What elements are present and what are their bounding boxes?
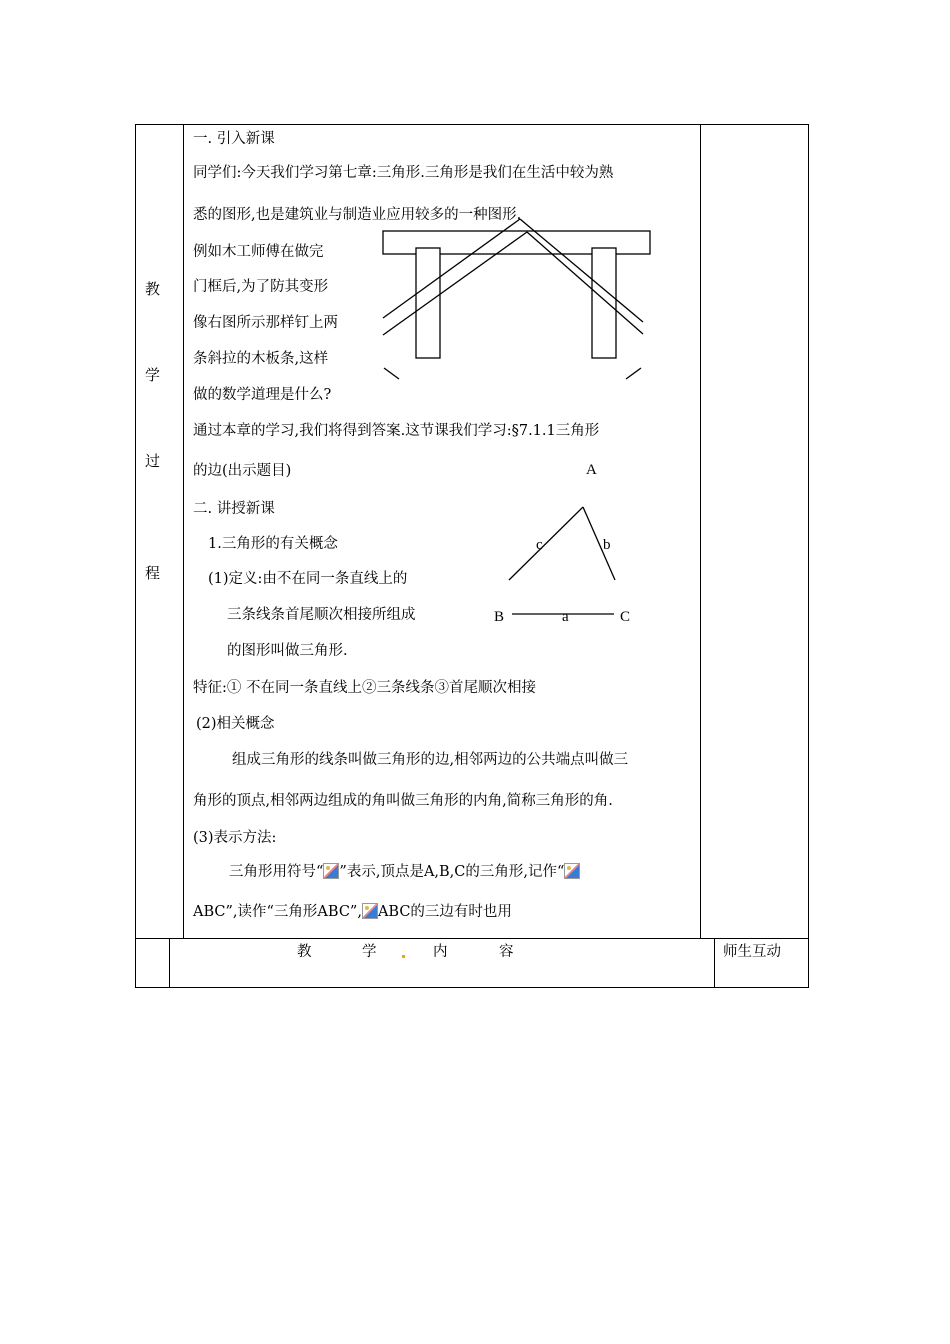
text-fragment: ABC”,读作“三角形ABC”, xyxy=(193,904,362,920)
paragraph-line: 同学们:今天我们学习第七章:三角形.三角形是我们在生活中较为熟 xyxy=(193,165,614,181)
paragraph-line: 门框后,为了防其变形 xyxy=(193,279,329,295)
section-heading-lecture: 二. 讲授新课 xyxy=(193,501,275,517)
footer-label: 容 xyxy=(499,944,514,960)
footer-marker-dot xyxy=(402,955,405,958)
paragraph-line: 例如木工师傅在做完 xyxy=(193,244,324,260)
footer-label: 内 xyxy=(433,944,448,960)
triangle-diagram xyxy=(509,507,615,614)
vertex-label-C: C xyxy=(620,609,631,625)
paragraph-line: 的边(出示题目) xyxy=(193,463,292,479)
paragraph-line: (3)表示方法: xyxy=(193,830,277,846)
vertex-label-B: B xyxy=(494,609,505,625)
side-label-c: c xyxy=(536,537,543,553)
side-label-1: 教 xyxy=(145,280,161,298)
vertex-label-A: A xyxy=(586,462,597,478)
paragraph-line: 悉的图形,也是建筑业与制造业应用较多的一种图形. xyxy=(193,207,522,223)
side-label-b: b xyxy=(603,537,611,553)
paragraph-line: 的图形叫做三角形. xyxy=(227,643,348,659)
paragraph-line: 组成三角形的线条叫做三角形的边,相邻两边的公共端点叫做三 xyxy=(232,752,629,768)
paragraph-line: 像右图所示那样钉上两 xyxy=(193,315,338,331)
footer-right-label: 师生互动 xyxy=(723,944,781,960)
side-label-3: 过 xyxy=(145,452,161,470)
text-fragment: ”表示,顶点是A,B,C的三角形,记作“ xyxy=(339,864,565,880)
paragraph-line: (1)定义:由不在同一条直线上的 xyxy=(208,571,408,587)
footer-label: 教 xyxy=(297,944,312,960)
paragraph-line: 1.三角形的有关概念 xyxy=(208,536,338,552)
section-heading-intro: 一. 引入新课 xyxy=(193,131,275,147)
text-fragment: 三角形用符号“ xyxy=(229,864,324,880)
paragraph-line: 特征:① 不在同一条直线上②三条线条③首尾顺次相接 xyxy=(193,680,536,696)
side-label-2: 学 xyxy=(145,366,161,384)
text-fragment: ABC的三边有时也用 xyxy=(377,904,512,920)
door-frame-diagram xyxy=(383,219,650,379)
paragraph-line: 通过本章的学习,我们将得到答案.这节课我们学习:§7.1.1三角形 xyxy=(193,423,600,439)
paragraph-line: 角形的顶点,相邻两边组成的角叫做三角形的内角,简称三角形的角. xyxy=(193,793,613,809)
paragraph-line: 做的数学道理是什么? xyxy=(193,387,332,403)
paragraph-line: (2)相关概念 xyxy=(196,716,275,732)
footer-label: 学 xyxy=(362,944,377,960)
side-label-4: 程 xyxy=(145,564,161,582)
paragraph-line: 三条线条首尾顺次相接所组成 xyxy=(227,607,416,623)
paragraph-line: 条斜拉的木板条,这样 xyxy=(193,351,329,367)
side-label-a: a xyxy=(562,609,569,625)
